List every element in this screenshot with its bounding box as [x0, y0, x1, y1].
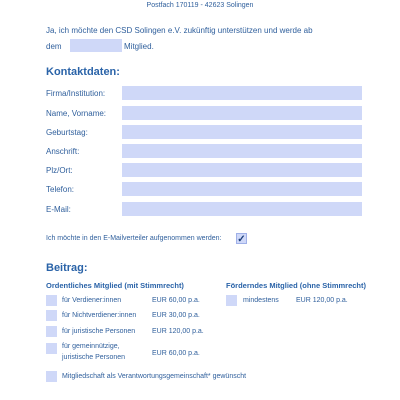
- intro-line-1: Ja, ich möchte den CSD Solingen e.V. zukünftig unterstützen und werde ab: [46, 26, 313, 35]
- option-verdiener-checkbox[interactable]: [46, 295, 57, 306]
- option-nichtverdiener-label: für Nichtverdiener:innen: [62, 312, 137, 319]
- option-juristisch-amount: EUR 120,00 p.a.: [152, 328, 204, 335]
- option-verdiener-label: für Verdiener:innen: [62, 297, 122, 304]
- option-gemeinnuetzig-label-2: juristische Personen: [62, 354, 126, 361]
- email-input[interactable]: [122, 202, 362, 216]
- firma-input[interactable]: [122, 86, 362, 100]
- foerdernd-heading: Förderndes Mitglied (ohne Stimmrecht): [226, 281, 367, 290]
- option-nichtverdiener-amount: EUR 30,00 p.a.: [152, 312, 200, 319]
- option-juristisch-label: für juristische Personen: [62, 328, 136, 335]
- option-mindestens-amount: EUR 120,00 p.a.: [296, 297, 348, 304]
- field-label-email: E-Mail:: [46, 205, 71, 214]
- intro-line-2-prefix: dem: [46, 42, 62, 51]
- option-gemeinnuetzig-label-1: für gemeinnützige,: [62, 343, 120, 350]
- intro-line-2-suffix: Mitglied.: [124, 42, 154, 51]
- geburtstag-input[interactable]: [122, 125, 362, 139]
- field-label-plz: Plz/Ort:: [46, 166, 73, 175]
- option-gemeinnuetzig-checkbox[interactable]: [46, 343, 57, 354]
- telefon-input[interactable]: [122, 182, 362, 196]
- field-label-anschrift: Anschrift:: [46, 147, 80, 156]
- option-nichtverdiener-checkbox[interactable]: [46, 310, 57, 321]
- header-address: Postfach 170119 - 42623 Solingen: [146, 2, 254, 9]
- newsletter-label: Ich möchte in den E-Mailverteiler aufgenommen werden:: [46, 235, 222, 242]
- option-gemeinnuetzig-amount: EUR 60,00 p.a.: [152, 350, 200, 357]
- field-label-telefon: Telefon:: [46, 185, 75, 194]
- option-juristisch-checkbox[interactable]: [46, 326, 57, 337]
- ordentlich-heading: Ordentliches Mitglied (mit Stimmrecht): [46, 281, 184, 290]
- verantwortung-checkbox[interactable]: [46, 371, 57, 382]
- plz-input[interactable]: [122, 163, 362, 177]
- start-date-input[interactable]: [70, 39, 122, 52]
- checkmark-icon: ✓: [237, 234, 246, 245]
- field-label-geburtstag: Geburtstag:: [46, 128, 88, 137]
- option-mindestens-label: mindestens: [243, 297, 279, 304]
- field-label-name: Name, Vorname:: [46, 109, 107, 118]
- beitrag-title: Beitrag:: [46, 262, 88, 274]
- option-mindestens-checkbox[interactable]: [226, 295, 237, 306]
- kontakt-title: Kontaktdaten:: [46, 66, 120, 78]
- field-label-firma: Firma/Institution:: [46, 89, 106, 98]
- option-verdiener-amount: EUR 60,00 p.a.: [152, 297, 200, 304]
- newsletter-checkbox[interactable]: [236, 233, 247, 244]
- anschrift-input[interactable]: [122, 144, 362, 158]
- name-input[interactable]: [122, 106, 362, 120]
- verantwortung-label: Mitgliedschaft als Verantwortungsgemeinschaft* gewünscht: [62, 373, 247, 380]
